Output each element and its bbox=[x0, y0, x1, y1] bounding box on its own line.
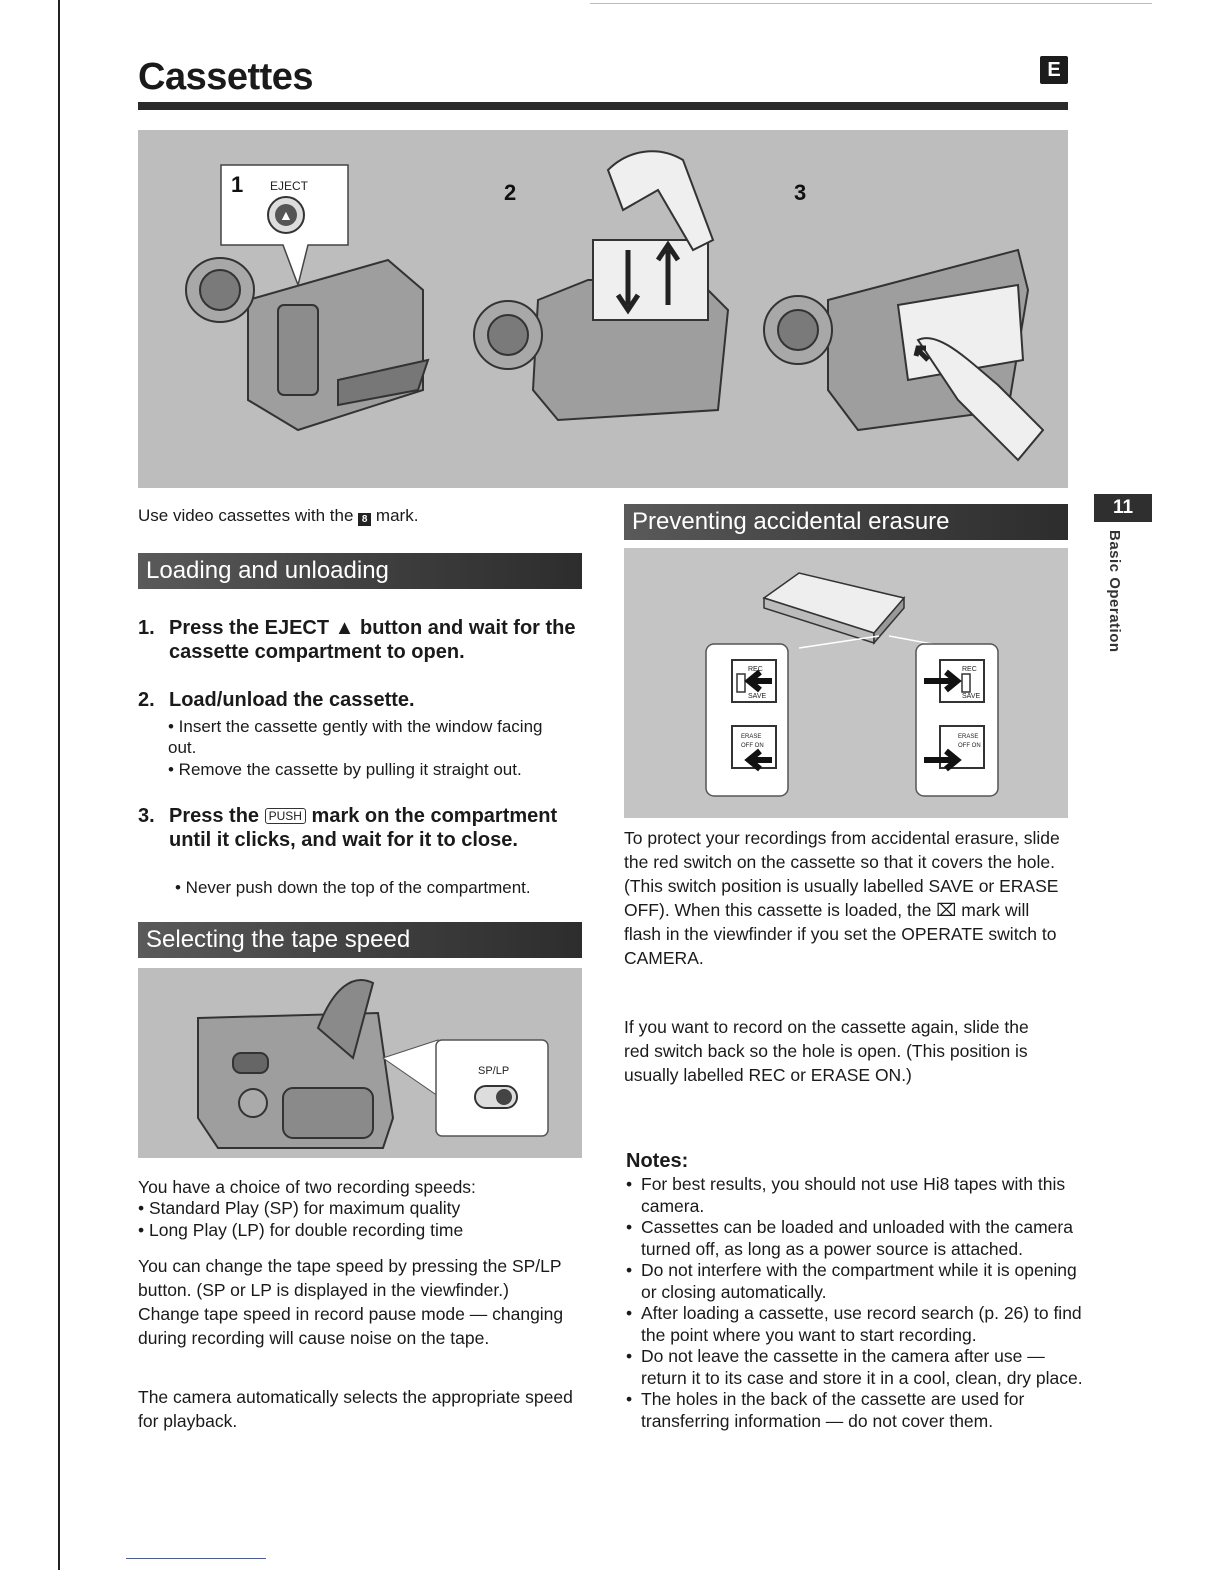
camcorder-1-drawing bbox=[186, 258, 428, 430]
loading-illustration-svg bbox=[138, 130, 1068, 488]
loading-illustration bbox=[138, 130, 1068, 488]
notes-title: Notes: bbox=[626, 1150, 689, 1172]
step-3-bullet-1: • Never push down the top of the compartment. bbox=[175, 878, 531, 897]
speed-intro: You have a choice of two recording speeds: bbox=[138, 1177, 476, 1197]
note-item: • The holes in the back of the cassette are used for transferring information — do not cover them. bbox=[626, 1389, 1086, 1432]
speed-paragraph-1: You can change the tape speed by pressing the SP/LP button. (SP or LP is displayed in the viewfinder.) Change tape speed in record pause mode — changing during recording will cause noise on the tape. bbox=[138, 1256, 564, 1348]
speed-option-lp: • Long Play (LP) for double recording time bbox=[138, 1220, 464, 1240]
off-on-label-left: OFF ON bbox=[741, 743, 764, 749]
loading-step-2 bbox=[138, 688, 588, 712]
step-number: 3. bbox=[138, 805, 155, 827]
camcorder-3-drawing bbox=[764, 250, 1043, 460]
rec-save-panel-right bbox=[916, 644, 998, 796]
erase-label-right: ERASE bbox=[958, 734, 979, 740]
rec-save-panel-left bbox=[706, 644, 788, 796]
section-heading-loading: Loading and unloading bbox=[138, 553, 582, 589]
top-margin-rule bbox=[590, 3, 1152, 4]
bottom-rule bbox=[126, 1558, 266, 1559]
note-item: • For best results, you should not use Hi8 tapes with this camera. bbox=[626, 1174, 1086, 1217]
note-item: • After loading a cassette, use record search (p. 26) to find the point where you want to start recording. bbox=[626, 1303, 1086, 1346]
region-badge: E bbox=[1040, 56, 1068, 84]
rec-label-left: REC bbox=[748, 666, 763, 673]
left-margin-rule bbox=[58, 0, 60, 1570]
push-mark: PUSH bbox=[265, 808, 306, 824]
step-text: Load/unload the cassette. bbox=[169, 689, 415, 711]
step-text bbox=[169, 804, 588, 852]
step-3-text-after: mark on the compartment until it clicks, and wait for it to close. bbox=[169, 805, 558, 851]
page-number-tab: 11 bbox=[1094, 494, 1152, 522]
sp-lp-label: SP/LP bbox=[478, 1065, 510, 1077]
step-1-label: 1 bbox=[231, 172, 244, 197]
speed-paragraph-2: The camera automatically selects the appropriate speed for playback. bbox=[138, 1387, 573, 1431]
camcorder-side-drawing bbox=[198, 980, 393, 1148]
off-on-label-right: OFF ON bbox=[958, 743, 981, 749]
step-3-label: 3 bbox=[794, 180, 807, 205]
note-item: • Do not interfere with the compartment while it is opening or closing automatically. bbox=[626, 1260, 1086, 1303]
loading-step-3 bbox=[138, 804, 588, 852]
step-number: 2. bbox=[138, 689, 155, 711]
speed-illustration-svg bbox=[138, 968, 582, 1158]
save-label-right: SAVE bbox=[962, 693, 981, 700]
cassette-caption bbox=[138, 506, 418, 526]
step-2-label: 2 bbox=[504, 180, 517, 205]
notes-list bbox=[626, 1174, 1086, 1432]
video8-mark-icon: 8 bbox=[358, 513, 371, 526]
step-3-text-before: Press the bbox=[169, 805, 260, 827]
section-heading-erasure: Preventing accidental erasure bbox=[624, 504, 1068, 540]
erasure-paragraph-1: To protect your recordings from accidental erasure, slide the red switch on the cassette so that it covers the hole. (This switch position is usually labelled SAVE or ERASE OFF). When this cassette is loaded, the ⌧ mark will flash in the viewfinder if you set the OPERATE switch to CAMERA. bbox=[624, 828, 1060, 968]
erasure-paragraph-2: If you want to record on the cassette again, slide the red switch back so the hole is open. (This position is usually labelled REC or ERASE ON.) bbox=[624, 1017, 1029, 1085]
save-label-left: SAVE bbox=[748, 693, 767, 700]
note-item: • Do not leave the cassette in the camera after use — return it to its case and store it in a cool, clean, dry place. bbox=[626, 1346, 1086, 1389]
step-2-bullet-1: • Insert the cassette gently with the window facing out. bbox=[168, 717, 543, 757]
title-underline bbox=[138, 102, 1068, 110]
caption-after: mark. bbox=[375, 506, 419, 525]
erasure-illustration bbox=[624, 548, 1068, 818]
step-number: 1. bbox=[138, 617, 155, 639]
loading-step-1 bbox=[138, 616, 588, 664]
page-title: Cassettes bbox=[138, 56, 314, 98]
note-item: • Cassettes can be loaded and unloaded with the camera turned off, as long as a power source is attached. bbox=[626, 1217, 1086, 1260]
speed-illustration bbox=[138, 968, 582, 1158]
caption-before: Use video cassettes with the bbox=[138, 506, 354, 525]
erasure-illustration-svg bbox=[624, 548, 1068, 818]
eject-icon: ▲ bbox=[279, 207, 293, 223]
section-heading-speed: Selecting the tape speed bbox=[138, 922, 582, 958]
speed-option-sp: • Standard Play (SP) for maximum quality bbox=[138, 1198, 461, 1218]
eject-label: EJECT bbox=[270, 179, 309, 193]
sp-lp-button-knob bbox=[496, 1089, 512, 1105]
cassette-drawing bbox=[764, 573, 904, 643]
erase-label-left: ERASE bbox=[741, 734, 762, 740]
section-side-label: Basic Operation bbox=[1106, 530, 1123, 653]
rec-label-right: REC bbox=[962, 666, 977, 673]
step-2-bullet-2: • Remove the cassette by pulling it straight out. bbox=[168, 760, 522, 779]
step-text: Press the EJECT ▲ button and wait for the cassette compartment to open. bbox=[169, 617, 576, 663]
